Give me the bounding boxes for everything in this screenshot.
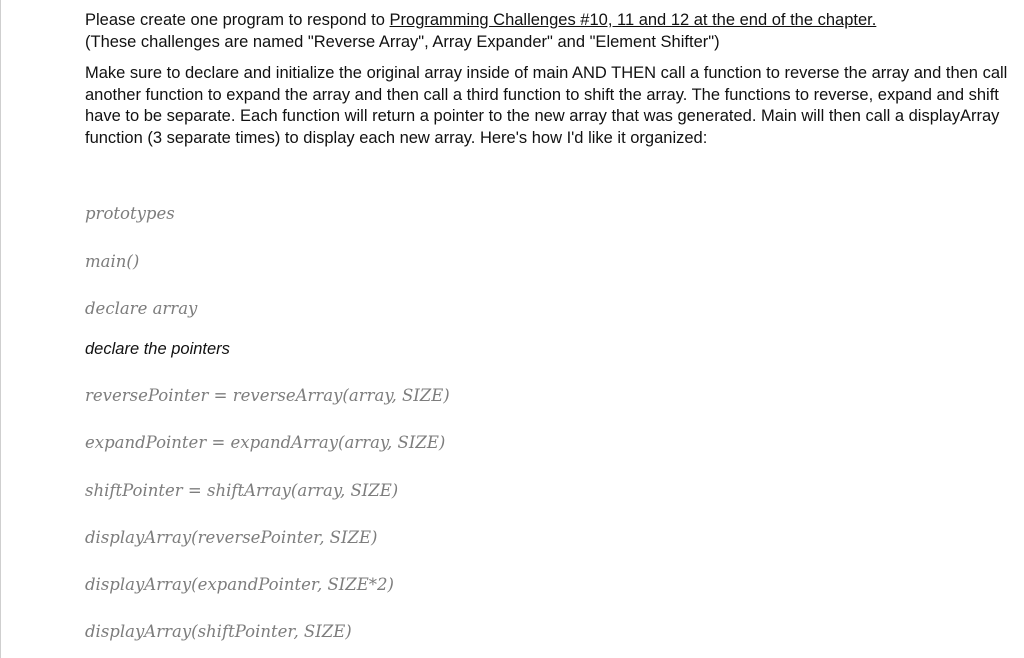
outline-declare-pointers: declare the pointers — [85, 340, 230, 358]
outline-reverse-pointer: reversePointer = reverseArray(array, SIZE) — [85, 386, 450, 405]
outline-display-reverse: displayArray(reversePointer, SIZE) — [85, 528, 378, 547]
outline-display-shift: displayArray(shiftPointer, SIZE) — [85, 622, 352, 641]
intro-challenge-names: (These challenges are named "Reverse Array", Array Expander" and "Element Shifter") — [85, 32, 720, 51]
outline-main: main() — [85, 252, 140, 271]
outline-display-expand: displayArray(expandPointer, SIZE*2) — [85, 575, 394, 594]
outline-expand-pointer: expandPointer = expandArray(array, SIZE) — [85, 433, 446, 452]
outline-prototypes: prototypes — [85, 204, 175, 223]
intro-prefix: Please create one program to respond to — [85, 11, 390, 29]
challenges-link[interactable]: Programming Challenges #10, 11 and 12 at the end of the chapter. — [389, 11, 877, 29]
outline-shift-pointer: shiftPointer = shiftArray(array, SIZE) — [85, 481, 399, 500]
outline-declare-array: declare array — [85, 299, 198, 318]
document-body — [85, 10, 1010, 149]
instructions-paragraph: Make sure to declare and initialize the original array inside of main AND THEN call a function to reverse the array and then call another function to expand the array and then call a third function to shift the array. The functions to reverse, expand and shift have to be separate. Each function will return a pointer to the new array that was generated. Main will then call a displayArray function (3 separate times) to display each new array. Here's how I'd like it organized: — [85, 64, 1008, 147]
intro-paragraph — [85, 10, 1010, 53]
